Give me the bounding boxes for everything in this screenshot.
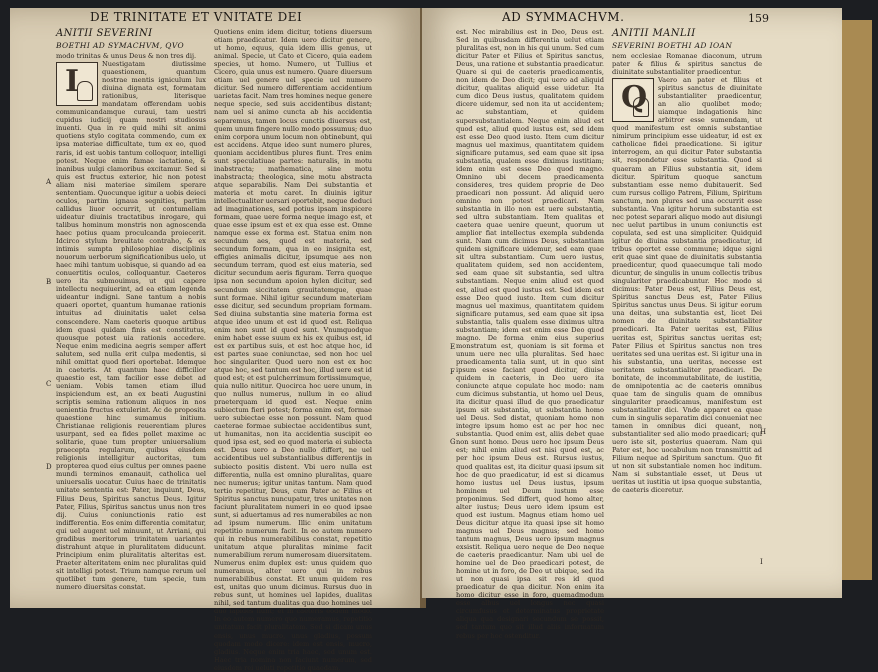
margin-letter: A <box>46 178 52 186</box>
chapter-title-line-2: SEVERINI BOETHI AD IOAN <box>612 41 733 50</box>
margin-letter: G <box>450 438 456 446</box>
margin-letter: E <box>450 343 456 351</box>
body-text: Quotiens enim idem dicitur, totiens diuersum etiam praedicatur. Idem uero dicitur genere, ut homo, equus, quia idem illis genus, ut animal. Specie, ut Cato et Cicero, quia eadem species, ut homo. Numero, ut Tullius et Cicero, quia unus est numero. Quare diuersum etiam uel genere uel specie uel numero dicitur. Sed numero differentiam accidentium uarietas facit. Nam tres homines neque genere neque specie, sed suis accidentibus distant; nam uel si animo cuncta ab his accidentia separemus, tamen locus cunctis diuersus est, quem unum fingere nullo modo possumus; duo enim corpora unum locum non obtinebunt, qui est accidens. Atque ideo sunt numero plures, quoniam accidentibus plures fiunt. Tres enim sunt speculatiuae partes: naturalis, in motu inabstracta; mathematica, sine motu inabstracta; theologica, sine motu abstracta atque separabilis. Nam Dei substantia et materia et motu caret. In diuinis igitur intellectualiter uersari oportebit, neque deduci ad imaginationes, sed potius ipsam inspicere formam, quae uere forma neque imago est, et quae esse ipsum est et ex qua esse est. Omne namque esse ex forma est. Statua enim non secundum aes, quod est materia, sed secundum formam, qua in eo insignita est, effigies animalis dicitur, ipsumque aes non secundum terram, quod est eius materia, sed dicitur secundum aeris figuram. Terra quoque ipsa non secundum apoion hylen dicitur, sed secundum siccitatem grauitatemque, quae sunt formae. Nihil igitur secundum materiam esse dicitur, sed secundum propriam formam. Sed diuina substantia sine materia forma est atque ideo unum et est id quod est. Reliqua enim non sunt id quod sunt. Vnumquodque enim habet esse suum ex his ex quibus est, id est ex partibus suis, et est hoc atque hoc, id est partes suae coniunctae, sed non hoc uel hoc singulariter. Quod uero non est ex hoc atque hoc, sed tantum est hoc, illud uere est id quod est; et est pulcherrimum fortissimumque, quia nullo nititur. Quocirca hoc uere unum, in quo nullus numerus, nullum in eo aliud praeterquam id quod est. Neque enim subiectum fieri potest; forma enim est, formae uero subiectae esse non possunt. Nam quod caeterae formae subiectae accidentibus sunt, ut humanitas, non ita accidentia suscipit eo quod ipsa est, sed eo quod materia ei subiecta est. Deus uero a Deo nullo differt, ne uel accidentibus uel substantialibus differentijs in subiecto positis distent. Vbi uero nulla est differentia, nulla est omnino pluralitas, quare nec numerus; igitur unitas tantum. Nam quod tertio repetitur, Deus, cum Pater ac Filius et Spiritus sanctus nuncupatur, tres unitates non faciunt pluralitatem numeri in eo quod ipsae sunt, si aduertamus ad res numerabiles ac non ad ipsum numerum. Illic enim unitatum repetitio numerum facit. In eo autem numero qui in rebus numerabilibus constat, repetitio unitatum atque pluralitas minime facit numerabilium rerum numerosam diuersitatem. Numerus enim duplex est: unus quidem quo numeramus, alter uero qui in rebus numerabilibus constat. Et unum quidem res est, unitas quo unum dicimus. Rursus duo in rebus sunt, ut homines uel lapides, dualitas nihil, sed tantum dualitas qua duo homines uel duo lapides fiunt; et in caeteris eodem modo. In eo autem numero quo numeramus, repetitio unitatum facit pluralitatem. Sed si dicam unus ensis, unus mucro, unus gladius, possum quodam modo dicere: idem est ensis, mucro, gladius. Neque enim tria haec, sed unum est. Haec tria nomina non faciunt numerum, sed eiusdem rei ueluti repetitio quaedam. <box>214 28 372 672</box>
body-text: est. Nec mirabilius est in Deo, Deus est. Sed in quibusdam differentia uelut etiam pluralitas est, non in his qui unum. Sed cum dicitur Pater et Filius et Spiritus sanctus, Deus, una ratione et substantia praedicatur. Quare si qui de caeteris praedicamentis, non idem de Deo dicit; qui uero ad aliquid dicitur, qualitas aliquid esse uidetur. Ita cum dico Deus iustus, qualitatem quidem dicere uidemur, sed non ita ut accidentem; ac substantiam, et quidem supersubstantialem. Neque enim aliud est quod est, aliud quod iustus est, sed idem est esse Deo quod iusto. Item cum dicitur magnus uel maximus, quantitatem quidem significare putamus, sed eam quae sit ipsa substantia, qualem esse diximus iustitiam; idem enim est esse Deo quod magno. Omnino ubi decem praedicamenta consideres, tres quidem proprie de Deo praedicari non possunt. Ad aliquid uero omnino non potest praedicari. Nam substantia in illo non est uere substantia, sed ultra substantiam. Item qualitas et caetera quae uenire queunt, quorum ut amplior fiat intellectus exempla subdenda sunt. Nam cum dicimus Deus, substantiam quidem significare uidemur, sed eam quae sit ultra substantiam. Cum uero iustus, qualitatem quidem, sed non accidentem, sed eam quae sit substantia, sed ultra substantiam. Neque enim aliud est quod est, aliud est quod iustus est. Sed idem est esse Deo quod iusto. Item cum dicitur magnus uel maximus, quantitatem quidem significare putamus, sed eam quae sit ipsa substantia, talis qualem esse diximus ultra substantiam; idem est enim esse Deo quod magno. De forma enim eius superius monstratum est, quoniam is sit forma et unum uere nec ulla pluralitas. Sed haec praedicamenta talia sunt, ut in quo sint ipsum esse faciant quod dicitur, diuise quidem in caeteris, in Deo uero ita coniuncte atque copulate hoc modo: nam cum dicimus substantia, ut homo uel Deus, ita dicitur quasi illud de quo praedicatur ipsum sit substantia, ut substantia homo uel Deus. Sed distat, quoniam homo non integre ipsum homo est ac per hoc nec substantia. Quod enim est, aliis debet quae non sunt homo. Deus uero hoc ipsum Deus est; nihil enim aliud est nisi quod est, ac per hoc ipsum Deus est. Rursus iustus, quod qualitas est, ita dicitur quasi ipsum sit hoc de quo praedicatur, id est si dicamus homo iustus uel Deus iustus, ipsum hominem uel Deum iustum esse proponimus. Sed differt, quod homo alter, alter iustus; Deus uero idem ipsum est quod est iustum. Magnus etiam homo uel Deus dicitur atque ita quasi ipse sit homo magnus uel Deus magnus; sed homo tantum magnus, Deus uero ipsum magnus exsistit. Reliqua uero neque de Deo neque de caeteris praedicantur. Nam ubi uel de homine uel de Deo praedicari potest, de homine ut in foro, de Deo ut ubique, sed ita ut non quasi ipsa sit res id quod praedicatur de qua dicitur. Non enim ita homo dicitur esse in foro, quemadmodum esse albus uel longus nec quasi circumfusus et determinatus proprietate aliqua qua designari secundum se possit, sed tantum quo sit illud aliis informatum rebus per hoc ostenditur. <box>456 28 604 640</box>
body-text: Vaero an pater et filius et spiritus sanctus de diuinitate substantialiter praedicentur, an alio quolibet modo; uiamque indagationis hinc arbitror esse sumendam, ut quod manifestum est omnis substantiae nimirum principium esse uideatur, id est ex catholicae fidei praedicatione. Si igitur interrogem, an qui dicitur Pater substantia sit, respondetur esse substantia. Quod si quaeram an Filius substantia sit, idem dicitur. Spiritum quoque sanctum substantiam esse nemo dubitauerit. Sed cum rursus colligo Patrem, Filium, Spiritum sanctum, non plures sed una occurrit esse substantia. Vna igitur horum substantia est nec potest separari aliquo modo aut disiungi nec uelut partibus in unum coniunctis est copulata, sed est una simpliciter. Quidquid igitur de diuina substantia praedicatur, id tribus oportet esse commune; idque signi erit quae sint quae de diuinitatis substantia praedicentur, quod quaecumque tali modo dicuntur, de singulis in unum collectis tribus singulariter praedicabuntur. Hoc modo si dicimus: Pater Deus est, Filius Deus est, Spiritus sanctus Deus est, Pater Filius Spiritus sanctus unus Deus. Si igitur eorum una deitas, una substantia est, licet Dei nomen de diuinitate substantialiter praedicari. Ita Pater ueritas est, Filius ueritas est, Spiritus sanctus ueritas est; Pater Filius et Spiritus sanctus non tres ueritates sed una ueritas est. Si igitur una in his substantia, una ueritas, necesse est ueritatem substantialiter praedicari. De bonitate, de incommutabilitate, de iustitia, de omnipotentia ac de caeteris omnibus quae tam de singulis quam de omnibus singulariter praedicamus, manifestum est substantialiter dici. Vnde apparet ea quae cum in singulis separatim dici conueniat nec tamen in omnibus dici queant, non substantialiter sed alio modo praedicari; qui uero iste sit, posterius quaeram. Nam qui Pater est, hoc uocabulum non transmittit ad Filium neque ad Spiritum sanctum. Quo fit ut non sit substantiale nomen hoc inditum. Nam si substantiale esset, ut Deus ut ueritas ut iustitia ut ipsa quoque substantia, de caeteris diceretur. <box>612 76 762 495</box>
chapter-subtitle: modo trinitas & unus Deus & non tres dij. <box>56 52 197 60</box>
left-column-2 <box>214 28 372 672</box>
margin-letter: H <box>760 428 767 436</box>
margin-letter: F <box>450 368 455 376</box>
margin-letter: I <box>760 558 763 566</box>
margin-letter: B <box>46 278 52 286</box>
margin-letter: D <box>46 463 52 471</box>
chapter-title: ANITII MANLII <box>612 28 696 39</box>
page-number: 159 <box>748 12 769 25</box>
chapter-title-line-2: BOETHI AD SYMACHVM, QVO <box>56 41 185 50</box>
right-page <box>422 8 842 640</box>
decorated-initial: Q <box>612 78 654 122</box>
margin-letter: C <box>46 380 52 388</box>
chapter-subtitle: nem ecclesiae Romanae diaconum, utrum pater & filius & spiritus sanctus de diuinitate substantialiter praedicentur. <box>612 52 762 76</box>
running-head-left: DE TRINITATE ET VNITATE DEI <box>90 10 303 24</box>
right-column-2 <box>612 28 762 590</box>
left-column-1 <box>56 28 206 602</box>
body-text: Nuestigatam diutissime quaestionem, quantum nostrae mentis igniculum lux diuina dignata est, formatam rationibus, literisque mandatam offerendam uobis communicandamque curaui, tam uestri cupidus iudicij quam nostri studiosus inuenti. Qua in re quid mihi sit animi quotiens stylo cogitata commendo, cum ex ipsa materiae difficultate, tum ex eo, quod raris, id est uobis tantum colloquor, intelligi potest. Neque enim famae iactatione, & inanibus uulgi clamoribus excitamur. Sed si quis est fructus exterior, hic non potest aliam nisi materiae similem sperare sententiam. Quocunque igitur a uobis deieci oculos, partim ignaua segnities, partim callidus liuor occurrit, ut contumeliam uideatur diuinis tractatibus inrogare, qui talibus hominum monstris non agnoscenda haec potius quam proculcanda proiecerit. Idcirco stylum breuitate contraho, & ex intimis sumpta philosophiae disciplinis nouorum uerborum significationibus uelo, ut haec mihi tantum uobisque, si quando ad ea conuertitis oculos, colloquantur. Caeteros uero ita submouimus, ut qui capere intellectu nequiuerint, ad ea etiam legenda uideantur indigni. Sane tantum a nobis quaeri oportet, quantum humanae rationis intuitus ad diuinitatis ualet celsa conscendere. Nam caeteris quoque artibus idem quasi quidam finis est constitutus, quousque potest uia rationis accedere. Neque enim medicina aegris semper affert salutem, sed nulla erit culpa medentis, si nihil omittat quod fieri oportebat. Idemque in caeteris. At quantum haec difficilior quaestio est, tam facilior esse debet ad ueniam. Vobis tamen etiam illud inspiciendum est, an ex beati Augustini scriptis semina rationum aliquos in nos uenientia fructus extulerint. Ac de proposita quaestione hinc sumamus initium. Christianae religionis reuerentiam plures usurpant, sed ea fides pollet maxime ac solitarie, quae tum propter uniuersalium praecepta regularum, quibus eiusdem religionis intelligitur auctoritas, tum propterea quod eius cultus per omnes paene mundi terminos emanauit, catholica uel uniuersalis uocatur. Cuius haec de trinitatis unitate sententia est: Pater, inquiunt, Deus, Filius Deus, Spiritus sanctus Deus. Igitur Pater, Filius, Spiritus sanctus unus non tres dij. Cuius coniunctionis ratio est indifferentia. Eos enim differentia comitatur, qui uel augent uel minuunt, ut Arriani, qui gradibus meritorum trinitatem uariantes distrahunt atque in pluralitatem diducunt. Principium enim pluralitatis alteritas est. Praeter alteritatem enim nec pluralitas quid sit intelligi potest. Trium namque rerum uel quotlibet tum genere, tum specie, tum numero diuersitas constat. <box>56 60 206 592</box>
left-page <box>10 8 420 672</box>
page-edges <box>842 20 872 580</box>
chapter-title: ANITII SEVERINI <box>56 28 153 39</box>
running-head-right: AD SYMMACHVM. <box>502 10 625 24</box>
decorated-initial: I <box>56 62 98 106</box>
right-column-1 <box>456 28 604 640</box>
